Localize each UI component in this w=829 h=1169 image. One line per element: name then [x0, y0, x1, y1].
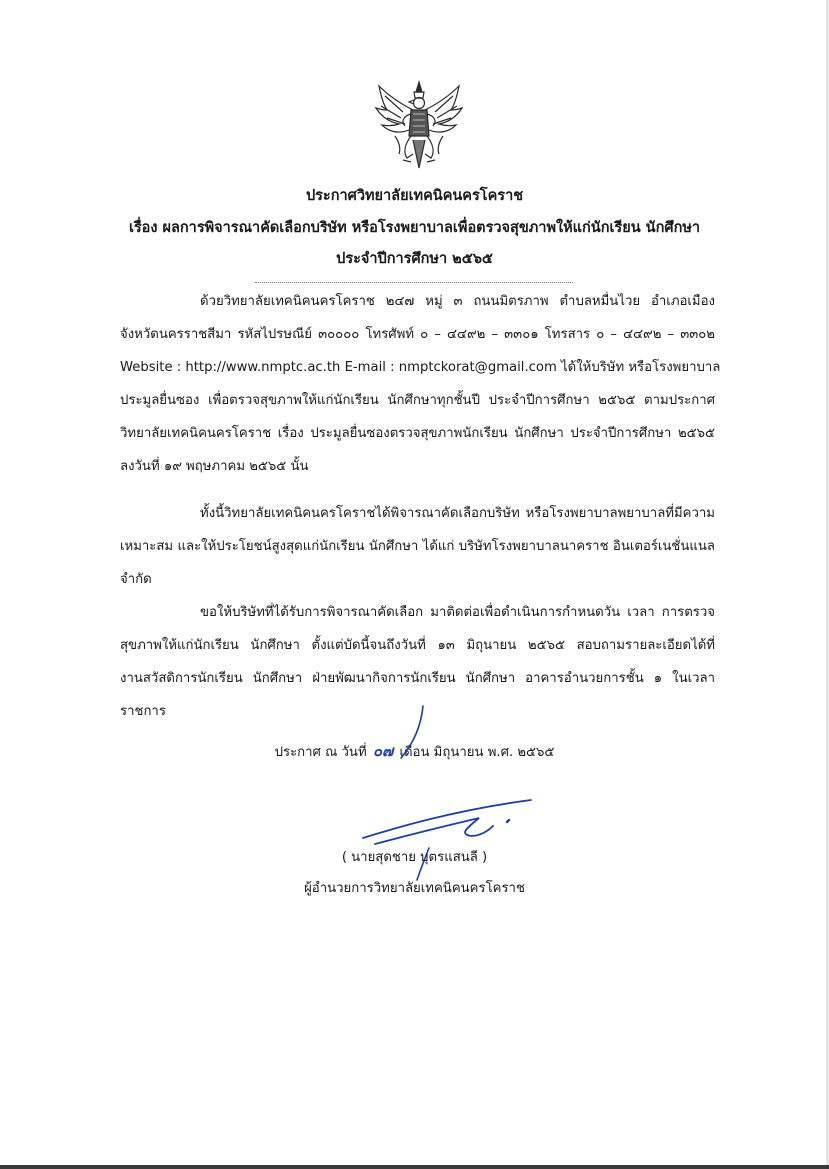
p3-line-2: สุขภาพให้แก่นักเรียน นักศึกษา ตั้งแต่บัดนี้จนถึงวันที่ ๑๓ มิถุนายน ๒๕๖๕ สอบถามรายละเอียดได้ที่ — [120, 638, 715, 653]
p3-line-1: ขอให้บริษัทที่ได้รับการพิจารณาคัดเลือก มาติดต่อเพื่อดำเนินการกำหนดวัน เวลา การตรวจ — [200, 605, 715, 620]
announce-day-handwritten: ๐๗ — [372, 742, 394, 760]
p3-line-3: งานสวัสดิการนักเรียน นักศึกษา ฝ่ายพัฒนากิจการนักเรียน นักศึกษา อาคารอำนวยการชั้น ๑ ในเวลา — [120, 671, 715, 686]
p1-line-1: ด้วยวิทยาลัยเทคนิคนครโคราช ๒๔๗ หมู่ ๓ ถนนมิตรภาพ ตำบลหมื่นไวย อำเภอเมือง — [200, 294, 715, 309]
p1-line-2: จังหวัดนครราชสีมา รหัสไปรษณีย์ ๓๐๐๐๐ โทรศัพท์ ๐ – ๔๔๙๒ – ๓๓๐๑ โทรสาร ๐ – ๔๔๙๒ – ๓๓๐๒ — [120, 327, 715, 342]
signature-icon — [355, 792, 545, 882]
p1-line-4: ประมูลยื่นซอง เพื่อตรวจสุขภาพให้แก่นักเรียน นักศึกษาทุกชั้นปี ประจำปีการศึกษา ๒๕๖๕ ตามประกาศ — [120, 393, 715, 408]
p2-line-1: ทั้งนี้วิทยาลัยเทคนิคนครโคราชได้พิจารณาคัดเลือกบริษัท หรือโรงพยาบาลพยาบาลที่มีความ — [200, 506, 715, 521]
title-line-3: ประจำปีการศึกษา ๒๕๖๕ — [336, 251, 493, 267]
announce-prefix: ประกาศ ณ วันที่ — [274, 745, 367, 760]
garuda-emblem-icon — [373, 78, 465, 173]
p3-line-4: ราชการ — [120, 704, 166, 719]
p2-line-2: เหมาะสม และให้ประโยชน์สูงสุดแก่นักเรียน นักศึกษา ได้แก่ บริษัทโรงพยาบาลนาคราช อินเตอร์เนชั่นแนล — [120, 539, 715, 554]
signatory-name: ( นายสุดชาย บุตรแสนลี ) — [341, 850, 488, 865]
p1-line-5: วิทยาลัยเทคนิคนครโคราช เรื่อง ประมูลยื่นซองตรวจสุขภาพนักเรียน นักศึกษา ประจำปีการศึกษา ๒๕๖๕ — [120, 426, 715, 441]
title-line-2: เรื่อง ผลการพิจารณาคัดเลือกบริษัท หรือโรงพยาบาลเพื่อตรวจสุขภาพให้แก่นักเรียน นักศึกษา — [128, 220, 701, 236]
announce-suffix: เดือน มิถุนายน พ.ศ. ๒๕๖๕ — [399, 745, 555, 760]
pen-stroke-icon — [385, 702, 435, 762]
signatory-position: ผู้อำนวยการวิทยาลัยเทคนิคนครโคราช — [304, 881, 525, 896]
title-line-1: ประกาศวิทยาลัยเทคนิคนครโคราช — [305, 188, 524, 204]
p1-line-6: ลงวันที่ ๑๙ พฤษภาคม ๒๕๖๕ นั้น — [120, 459, 309, 474]
title-divider — [255, 282, 573, 283]
p1-line-3: Website : http://www.nmptc.ac.th E-mail : nmptckorat@gmail.com ได้ให้บริษัท หรือโรงพยาบาล — [120, 360, 721, 375]
p2-line-3: จำกัด — [120, 572, 152, 587]
scan-edge-bottom — [0, 1165, 829, 1169]
